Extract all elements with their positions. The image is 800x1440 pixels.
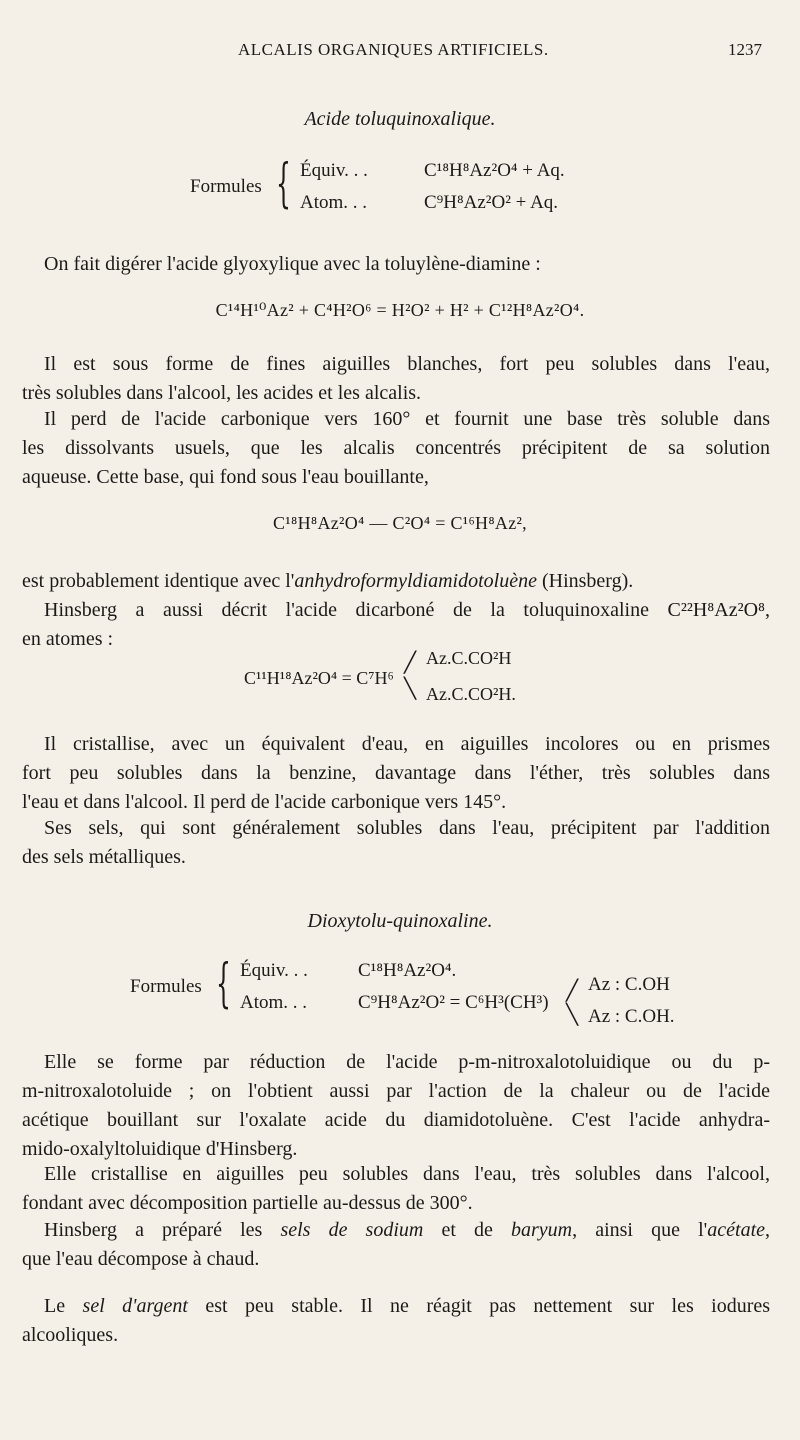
page-number: 1237 <box>728 40 762 59</box>
paragraph-6: Il cristallise, avec un équivalent d'eau, en aiguilles incolores ou en prismes fort peu solubles dans la benzine, davantage dans l'éther, très solubles dans l'eau et dans l'alcool. Il perd de l'acide carbonique vers 145°. <box>22 733 770 813</box>
paragraph-2: Il est sous forme de fines aiguilles blanches, fort peu solubles dans l'eau, très solubles dans l'alcool, les acides et les alcalis. <box>22 353 770 404</box>
formulas-label: Formules <box>130 976 202 997</box>
brace-glyph: { <box>216 954 231 1014</box>
branch-down-glyph: ╲ <box>404 678 417 700</box>
atom-formula: C⁹H⁸Az²O² = C⁶H³(CH³) <box>358 992 549 1013</box>
equiv-formula: C¹⁸H⁸Az²O⁴. <box>358 960 457 981</box>
paragraph-7: Ses sels, qui sont généralement solubles dans l'eau, précipitent par l'addition des sels métalliques. <box>22 817 770 868</box>
paragraph-8: Elle se forme par réduction de l'acide p-m-nitroxalotoluidique ou du p- m-nitroxalotoluide ; on l'obtient aussi par l'action de la chaleur ou de l'acide acétique bouillant sur l'oxalate acide du diamidotoluène. C'est l'acide anhydra- mido-oxalyltoluidique d'Hinsberg. <box>22 1051 770 1160</box>
eq3-bottom: Az.C.CO²H. <box>426 684 516 704</box>
paragraph-11: Le sel d'argent est peu stable. Il ne réagit pas nettement sur les iodures alcooliques. <box>22 1295 771 1346</box>
equation-2: C¹⁸H⁸Az²O⁴ — C²O⁴ = C¹⁶H⁸Az², <box>273 513 527 533</box>
running-title: ALCALIS ORGANIQUES ARTIFICIELS. <box>238 40 549 59</box>
paragraph-5: Hinsberg a aussi décrit l'acide dicarboné de la toluquinoxaline C²²H⁸Az²O⁸, en atomes : <box>22 599 770 650</box>
branch-down-glyph: ╲ <box>566 1004 579 1026</box>
paragraph-10: Hinsberg a préparé les sels de sodium et de baryum, ainsi que l'acétate, que l'eau décompose à chaud. <box>22 1219 771 1270</box>
paragraph-4: est probablement identique avec l'anhydroformyldiamidotoluène (Hinsberg). <box>22 570 634 592</box>
paragraph-3: Il perd de l'acide carbonique vers 160° et fournit une base très soluble dans les dissolvants usuels, que les alcalis concentrés précipitent de sa solution aqueuse. Cette base, qui fond sous l'eau bouillante, <box>22 408 770 488</box>
formulas-label: Formules <box>190 176 262 197</box>
italic-term: sels de sodium <box>280 1219 424 1241</box>
branch-up-glyph: ╱ <box>566 980 579 1002</box>
italic-term: anhydroformyldiamidotoluène <box>294 570 537 592</box>
paragraph-9: Elle cristallise en aiguilles peu solubles dans l'eau, très solubles dans l'alcool, fondant avec décomposition partielle au-dessus de 300°. <box>22 1163 770 1214</box>
section-title-dioxytolu: Dioxytolu-quinoxaline. <box>307 910 493 932</box>
atom-formula: C⁹H⁸Az²O² + Aq. <box>424 192 559 213</box>
paragraph-1: On fait digérer l'acide glyoxylique avec la toluylène-diamine : <box>44 253 541 275</box>
formulas-block-2 <box>0 952 800 1042</box>
eq3-left: C¹¹H¹⁸Az²O⁴ = C⁷H⁶ <box>244 668 394 688</box>
atom-label: Atom. . . <box>240 992 308 1013</box>
brace-glyph: { <box>276 154 291 214</box>
atom-label: Atom. . . <box>300 192 368 213</box>
equation-1: C¹⁴H¹⁰Az² + C⁴H²O⁶ = H²O² + H² + C¹²H⁸Az²O⁴. <box>215 300 585 320</box>
equiv-label: Équiv. . . <box>240 960 308 981</box>
atom-top: Az : C.OH <box>588 974 670 995</box>
equiv-label: Équiv. . . <box>300 160 368 181</box>
branch-up-glyph: ╱ <box>404 652 417 674</box>
italic-term: acétate <box>707 1219 766 1241</box>
eq3-top: Az.C.CO²H <box>426 648 512 668</box>
atom-bottom: Az : C.OH. <box>588 1006 675 1027</box>
italic-term: sel d'argent <box>82 1295 188 1317</box>
italic-term: baryum <box>511 1219 573 1241</box>
formulas-block-1 <box>0 150 800 230</box>
equiv-formula: C¹⁸H⁸Az²O⁴ + Aq. <box>424 160 565 181</box>
section-title-toluquinoxalique: Acide toluquinoxalique. <box>304 108 496 130</box>
page-header <box>0 40 800 64</box>
